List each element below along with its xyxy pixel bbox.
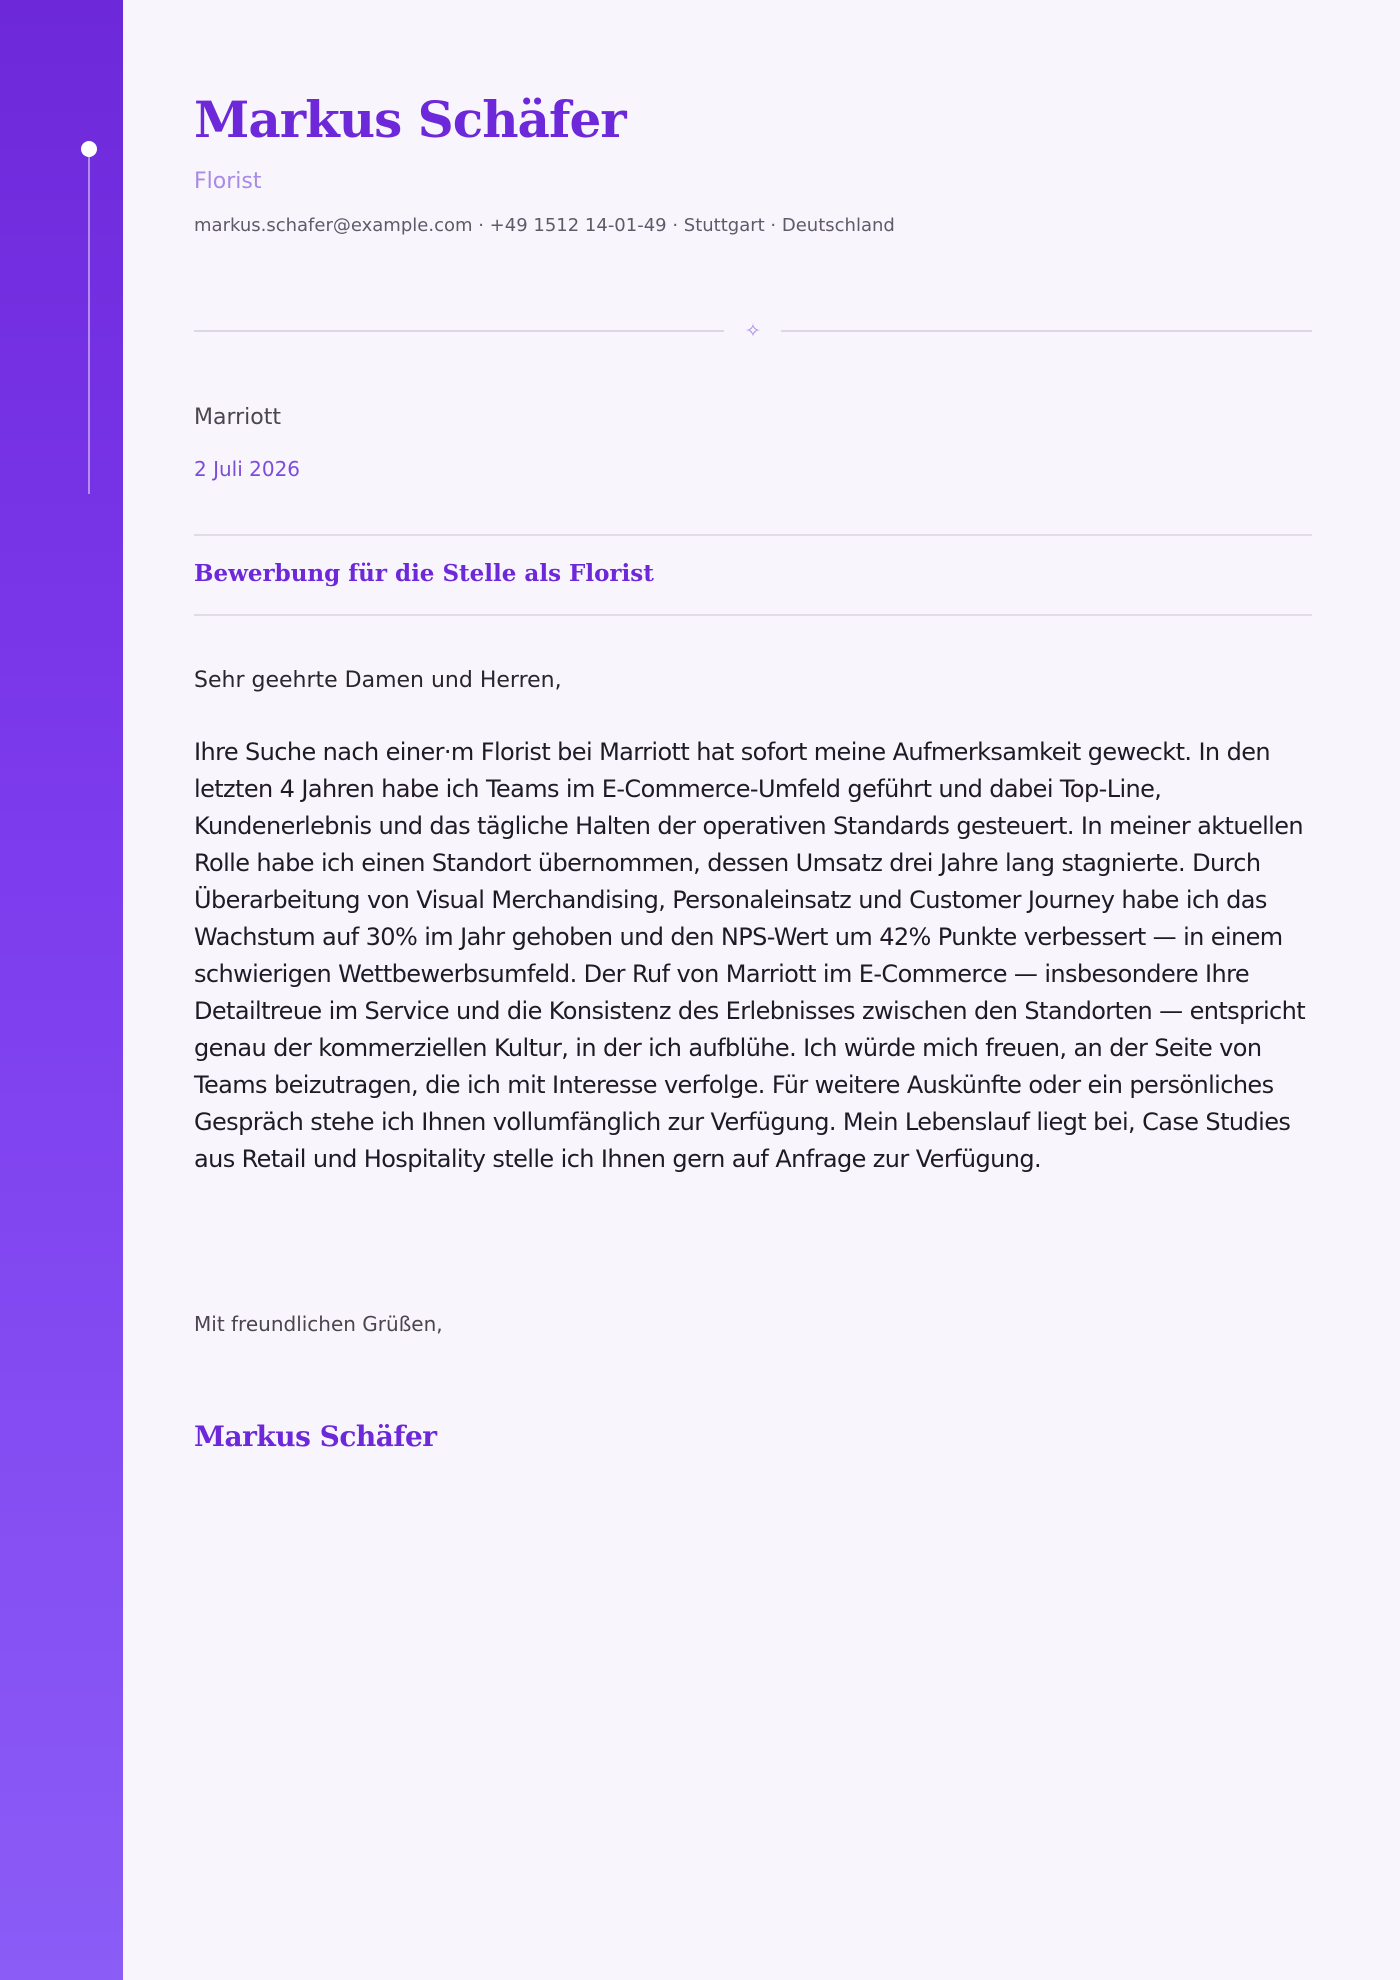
letter-body: Ihre Suche nach einer·m Florist bei Marriott hat sofort meine Aufmerksamkeit geweckt. In den letzten 4 Jahren habe ich Teams im E-Commerce-Umfeld geführt und dabei Top-Line, Kundenerlebnis und das tägliche Halten der operativen Standards gesteuert. In meiner aktuellen Rolle habe ich einen Standort übernommen, dessen Umsatz drei Jahre lang stagnierte. Durch Überarbeitung von Visual Merchandising, Personaleinsatz und Customer Journey habe ich das Wachstum auf 30% im Jahr gehoben und den NPS-Wert um 42% Punkte verbessert — in einem schwierigen Wettbewerbsumfeld. Der Ruf von Marriott im E-Commerce — insbesondere Ihre Detailtreue im Service und die Konsistenz des Erlebnisses zwischen den Standorten — entspricht genau der kommerziellen Kultur, in der ich aufblühe. Ich würde mich freuen, an der Seite von Teams beizutragen, die ich mit Interesse verfolge. Für weitere Auskünfte oder ein persönliches Gespräch stehe ich Ihnen vollumfänglich zur Verfügung. Mein Lebenslauf liegt bei, Case Studies aus Retail und Hospitality stelle ich Ihnen gern auf Anfrage zur Verfügung. [194,738,1306,1173]
timeline-line [88,156,90,494]
letter-subject: Bewerbung für die Stelle als Florist [194,560,654,587]
sidebar-accent-bar [0,0,123,1980]
sparkle-icon: ✧ [745,320,761,342]
letter-signature: Markus Schäfer [194,1420,437,1453]
letter-closing: Mit freundlichen Grüßen, [194,1312,443,1336]
subject-rule-top [194,534,1312,536]
sender-contact: markus.schafer@example.com · +49 1512 14-01-49 · Stuttgart · Deutschland [194,215,895,236]
letter-greeting: Sehr geehrte Damen und Herren, [194,668,562,693]
subject-rule-bottom [194,614,1312,616]
divider-line-right [781,330,1312,332]
letter-date: 2 Juli 2026 [194,457,301,481]
sender-name: Markus Schäfer [194,90,626,149]
divider-line-left [194,330,724,332]
timeline-dot [81,141,97,157]
recipient-company: Marriott [194,405,281,430]
sender-role: Florist [194,169,262,194]
header-divider [194,318,1312,344]
